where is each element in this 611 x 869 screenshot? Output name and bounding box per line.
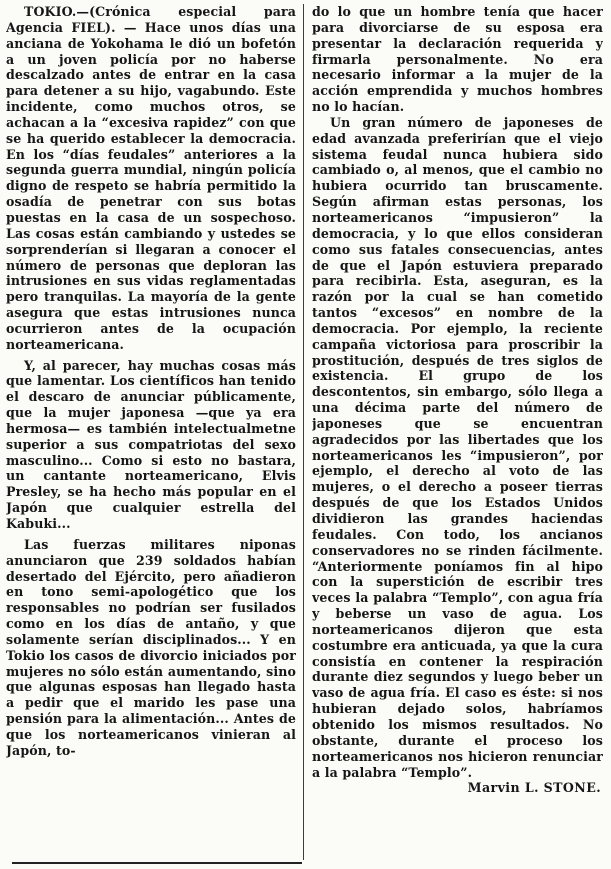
right-column	[312, 4, 603, 854]
paragraph-opening: TOKIO.—(Crónica especial para Agencia FIEL). — Hace unos días una anciana de Yokohama le dió un bofetón a un joven policía por no haberse descalzado antes de entrar en la casa para detener a su hijo, vagabundo. Este incidente, como muchos otros, se achacan a la “excesiva rapidez” con que se ha querido establecer la democracia. En los “días feudales” anteriores a la segunda guerra mundial, ningún policía digno de respeto se habría permitido la osadía de penetrar con sus botas puestas en la casa de un sospechoso. Las cosas están cambiando y ustedes se sorprenderían si llegaran a conocer el número de personas que deploran las intrusiones en sus vidas reglamentadas pero tranquilas. La mayoría de la gente asegura que estas intrusiones nunca ocurrieron antes de la ocupación norteamericana.	[6, 4, 296, 352]
bottom-rule	[12, 862, 302, 864]
paragraph-more-to-lament: Y, al parecer, hay muchas cosas más que lamentar. Los científicos han tenido el descaro de anunciar públicamente, que la mujer japonesa —que ya era hermosa— es también intelectualmetne superior a sus compatriotas del sexo masculino... Como si esto no bastara, un cantante norteamericano, Elvis Presley, se ha hecho más popular en el Japón que cualquier estrella del Kabuki...	[6, 357, 296, 531]
paragraph-military-and-divorce: Las fuerzas militares niponas anunciaron que 239 soldados habían desertado del Ejército, pero añadieron en tono semi-apologético que los responsables no podrían ser fusilados como en los días de antaño, y que solamente serían disciplinados... Y en Tokio los casos de divorcio iniciados por mujeres no sólo están aumentando, sino que algunas esposas han llegado hasta a pedir que el marido les pase una pensión para la alimentación... Antes de que los norteamericanos vinieran al Japón, to-	[6, 536, 296, 758]
column-divider	[303, 4, 304, 860]
author-signature: Marvin L. STONE.	[467, 780, 601, 796]
left-column	[6, 4, 296, 854]
paragraph-continuation: do lo que un hombre tenía que hacer para divorciarse de su esposa era presentar la declaración requerida y firmarla personalmente. No era necesario informar a la mujer de la acción emprendida y muchos hombres no lo hacían.	[312, 4, 603, 115]
paragraph-older-japanese: Un gran número de japoneses de edad avanzada preferirían que el viejo sistema feudal nunca hubiera sido cambiado o, al menos, que el cambio no hubiera ocurrido tan bruscamente. Según afirman estas personas, los norteamericanos “impusieron” la democracia, y lo que ellos consideran como sus fatales consecuencias, antes de que el Japón estuviera preparado para recibirla. Esta, aseguran, es la razón por la cual se han cometido tantos “excesos” en nombre de la democracia. Por ejemplo, la reciente campaña victoriosa para proscribir la prostitución, después de tres siglos de existencia. El grupo de los descontentos, sin embargo, sólo llega a una décima parte del número de japoneses que se encuentran agradecidos por las libertades que los norteamericanos les “impusieron”, por ejemplo, el derecho al voto de las mujeres, o el derecho a poseer tierras después de que los Estados Unidos dividieron las grandes haciendas feudales. Con todo, los ancianos conservadores no se rinden fácilmente. “Anteriormente poníamos fin al hipo con la superstición de escribir tres veces la palabra “Templo”, con agua fría y beberse un vaso de agua. Los norteamericanos dijeron que esta costumbre era anticuada, ya que la cura consistía en contener la respiración durante diez segundos y luego beber un vaso de agua fría. El caso es éste: si nos hubieran dejado solos, habríamos obtenido los mismos resultados. No obstante, durante el proceso los norteamericanos nos hicieron renunciar a la palabra “Templo”.	[312, 114, 603, 780]
